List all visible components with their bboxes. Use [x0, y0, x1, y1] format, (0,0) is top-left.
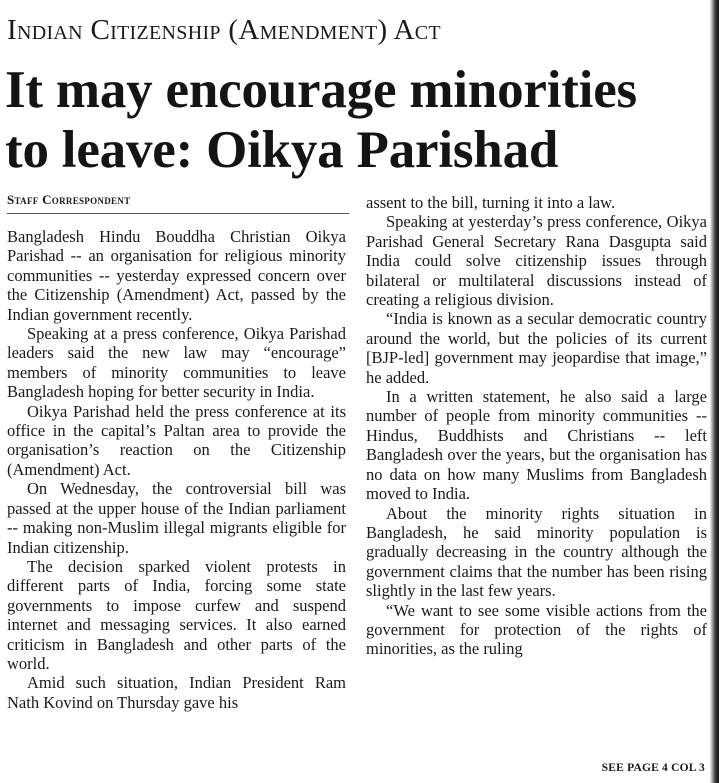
- paragraph: Speaking at a press conference, Oikya Parishad leaders said the new law may “encourage” members of minority communities to leave Bangladesh hoping for better security in India.: [7, 324, 346, 402]
- section-kicker: Indian Citizenship (Amendment) Act: [7, 14, 441, 46]
- paragraph: Oikya Parishad held the press conference at its office in the capital’s Paltan area to provide the organisation’s reaction on the Citizenship (Amendment) Act.: [7, 401, 346, 479]
- scan-edge-shadow: [710, 0, 719, 783]
- paragraph: Bangladesh Hindu Bouddha Christian Oikya Parishad -- an organisation for religious minority communities -- yesterday expressed concern over the Citizenship (Amendment) Act, passed by the Indian government recently.: [7, 227, 346, 324]
- article-column-left: [7, 227, 346, 712]
- headline-line-2: to leave: Oikya Parishad: [5, 121, 559, 179]
- paragraph: Speaking at yesterday’s press conference, Oikya Parishad General Secretary Rana Dasgupta said India could solve citizenship issues through bilateral or multilateral discussions instead of creating a religious division.: [366, 212, 707, 310]
- paragraph: “We want to see some visible actions from the government for protection of the rights of minorities, as the ruling: [366, 600, 707, 659]
- paragraph: “India is known as a secular democratic country around the world, but the policies of its current [BJP-led] government may jeopardise that image,” he added.: [366, 309, 707, 387]
- byline-rule: [7, 213, 349, 214]
- paragraph: About the minority rights situation in Bangladesh, he said minority population is gradually decreasing in the country although the government claims that the number has been rising slightly in the last few years.: [366, 503, 707, 601]
- article-column-right: [366, 193, 707, 659]
- paragraph: In a written statement, he also said a large number of people from minority communities -- Hindus, Buddhists and Christians -- left Bangladesh over the years, but the organisation has no data on how many Muslims from Bangladesh moved to India.: [366, 387, 707, 504]
- byline: Staff Correspondent: [7, 192, 131, 207]
- paragraph: The decision sparked violent protests in different parts of India, forcing some state governments to impose curfew and suspend internet and messaging services. It also earned criticism in Bangladesh and other parts of the world.: [7, 556, 346, 673]
- headline: [5, 60, 710, 180]
- headline-line-1: It may encourage minorities: [5, 61, 637, 119]
- paragraph-continuation: assent to the bill, turning it into a law.: [366, 193, 616, 212]
- paragraph: On Wednesday, the controversial bill was passed at the upper house of the Indian parliament -- making non-Muslim illegal migrants eligible for Indian citizenship.: [7, 479, 346, 557]
- continued-jump-line: SEE PAGE 4 COL 3: [601, 762, 705, 774]
- paragraph: Amid such situation, Indian President Ram Nath Kovind on Thursday gave his: [7, 673, 346, 712]
